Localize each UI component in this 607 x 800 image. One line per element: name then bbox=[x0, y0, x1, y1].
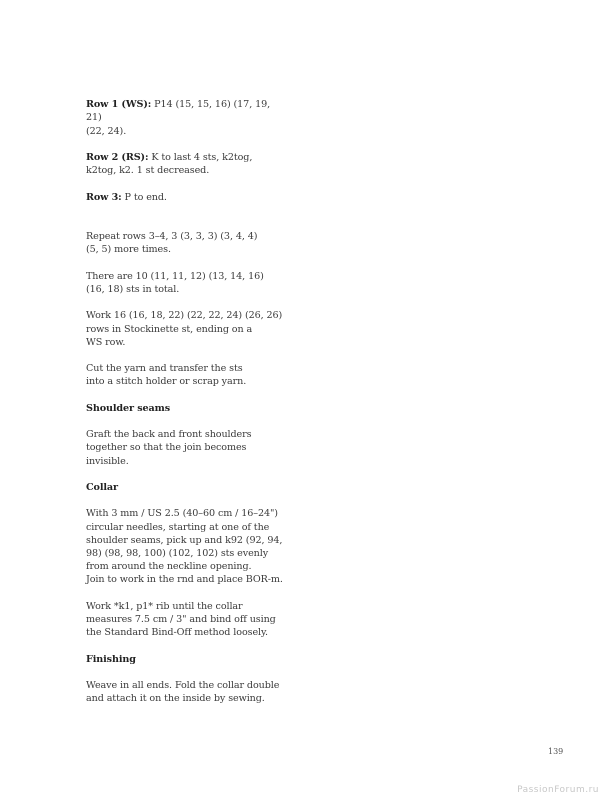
finishing-heading: Finishing bbox=[86, 653, 136, 665]
instructions-column bbox=[86, 85, 286, 719]
shoulder-seams-heading: Shoulder seams bbox=[86, 402, 171, 414]
row-3-text: P to end. bbox=[121, 191, 167, 203]
shoulder-seams-paragraph: Graft the back and front shoulders together so that the join becomes invisible. bbox=[86, 429, 252, 467]
work-rows-paragraph: Work 16 (16, 18, 22) (22, 22, 24) (26, 26) rows in Stockinette st, ending on a WS row. bbox=[86, 310, 283, 348]
repeat-paragraph: Repeat rows 3–4, 3 (3, 3, 3) (3, 4, 4) (5, 5) more times. bbox=[86, 231, 258, 256]
transfer-paragraph: Cut the yarn and transfer the sts into a stitch holder or scrap yarn. bbox=[86, 363, 247, 388]
row-2 bbox=[86, 151, 286, 177]
stitch-count-paragraph: There are 10 (11, 11, 12) (13, 14, 16) (16, 18) sts in total. bbox=[86, 270, 264, 296]
row-1-text: P14 (15, 15, 16) (17, 19, 21) (22, 24). bbox=[86, 99, 271, 137]
row-instructions bbox=[86, 85, 286, 217]
row-3-label: Row 3: bbox=[86, 191, 122, 203]
collar-paragraph-1: With 3 mm / US 2.5 (40–60 cm / 16–24") circular needles, starting at one of the shoulder seams, pick up and k92 (92, 94, 98) (98, 98, 100) (102, 102) sts evenly from around the neckline opening. Join to work in the rnd and place BOR-m. bbox=[86, 508, 283, 586]
row-2-label: Row 2 (RS): bbox=[86, 152, 149, 164]
collar-paragraph-2: Work *k1, p1* rib until the collar measures 7.5 cm / 3" and bind off using the Standard Bind-Off method loosely. bbox=[86, 600, 276, 639]
collar-heading: Collar bbox=[86, 481, 118, 493]
row-1-label: Row 1 (WS): bbox=[86, 99, 152, 111]
row-3 bbox=[86, 191, 286, 204]
finishing-paragraph: Weave in all ends. Fold the collar double and attach it on the inside by sewing. bbox=[86, 679, 280, 705]
row-2-text: K to last 4 sts, k2tog, k2tog, k2. 1 st decreased. bbox=[86, 152, 253, 177]
page-number: 139 bbox=[548, 747, 564, 756]
watermark-text: PassionForum.ru bbox=[517, 785, 599, 795]
row-1 bbox=[86, 98, 286, 138]
